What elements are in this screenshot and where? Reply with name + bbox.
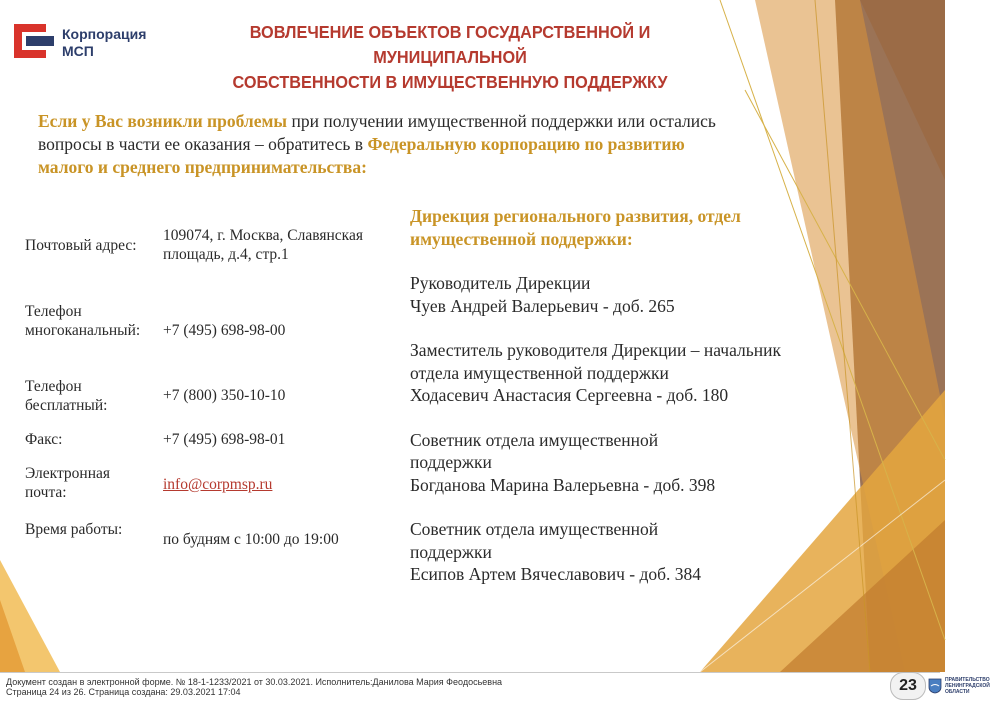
- footer-line1: Документ создан в электронной форме. № 18-1-1233/2021 от 30.03.2021. Исполнитель:Данилова Мария Феодосьевна: [6, 677, 503, 687]
- corporation-logo: [10, 18, 150, 66]
- hours-value: по будням с 10:00 до 19:00: [163, 531, 339, 548]
- fax-value: +7 (495) 698-98-01: [163, 431, 286, 448]
- phone-multi-label: Телефон многоканальный:: [25, 303, 141, 339]
- footer-divider: [0, 672, 940, 673]
- directorate-heading: Дирекция регионального развития, отдел имущественной поддержки:: [410, 206, 741, 249]
- fax-label: Факс:: [25, 431, 63, 448]
- phone-free-value: +7 (800) 350-10-10: [163, 387, 286, 404]
- contact-block: [410, 272, 830, 317]
- logo-line2: МСП: [62, 43, 94, 59]
- contact-person: Чуев Андрей Валерьевич - доб. 265: [410, 295, 675, 316]
- contact-role: Заместитель руководителя Дирекции – начальник отдела имущественной поддержки: [410, 340, 781, 383]
- contact-role: Руководитель Дирекции: [410, 273, 591, 293]
- logo-line1: Корпорация: [62, 26, 147, 42]
- phone-free-label: Телефон бесплатный:: [25, 378, 108, 414]
- gov-line3: ОБЛАСТИ: [945, 689, 970, 695]
- logo-text: [62, 26, 146, 60]
- coat-of-arms-icon: [928, 678, 942, 694]
- page-title: [176, 20, 725, 95]
- footer-line2: Страница 24 из 26. Страница создана: 29.03.2021 17:04: [6, 687, 241, 697]
- title-line2: СОБСТВЕННОСТИ В ИМУЩЕСТВЕННУЮ ПОДДЕРЖКУ: [232, 72, 668, 92]
- page-number: 23: [890, 672, 926, 700]
- contact-person: Богданова Марина Валерьевна - доб. 398: [410, 474, 716, 495]
- contact-block: [410, 339, 830, 407]
- contact-block: [410, 429, 830, 497]
- title-line1: ВОВЛЕЧЕНИЕ ОБЪЕКТОВ ГОСУДАРСТВЕННОЙ И МУНИЦИПАЛЬНОЙ: [249, 22, 651, 67]
- gov-line2: ЛЕНИНГРАДСКОЙ: [945, 683, 990, 689]
- contact-person: Есипов Артем Вячеславович - доб. 384: [410, 564, 702, 584]
- directorate-contacts: [410, 205, 830, 608]
- government-logo: [928, 676, 998, 698]
- phone-multi-value: +7 (495) 698-98-00: [163, 322, 286, 339]
- contact-role: Советник отдела имущественной поддержки: [410, 429, 659, 472]
- email-label: Электронная почта:: [25, 465, 111, 501]
- intro-highlight-1: Если у Вас возникли проблемы: [38, 111, 288, 131]
- document-footer: [6, 677, 502, 697]
- contact-role: Советник отдела имущественной поддержки: [410, 519, 659, 562]
- contact-person: Ходасевич Анастасия Сергеевна - доб. 180: [410, 385, 729, 405]
- hours-label: Время работы:: [25, 521, 123, 538]
- gov-line1: ПРАВИТЕЛЬСТВО: [945, 677, 990, 683]
- intro-paragraph: [38, 110, 718, 179]
- intro-text: при получении имущественной поддержки или остались вопросы в части ее оказания – обратитесь в: [38, 111, 716, 154]
- email-link[interactable]: info@corpmsp.ru: [163, 476, 273, 493]
- gov-logo-text: [945, 677, 990, 695]
- intro-highlight-2: Федеральную корпорацию по развитию малого и среднего предпринимательства:: [38, 134, 685, 177]
- msp-logo-icon: [10, 18, 58, 64]
- postal-label: Почтовый адрес:: [25, 237, 137, 254]
- postal-value: 109074, г. Москва, Славянская площадь, д.4, стр.1: [163, 227, 363, 263]
- contact-block: [410, 518, 830, 586]
